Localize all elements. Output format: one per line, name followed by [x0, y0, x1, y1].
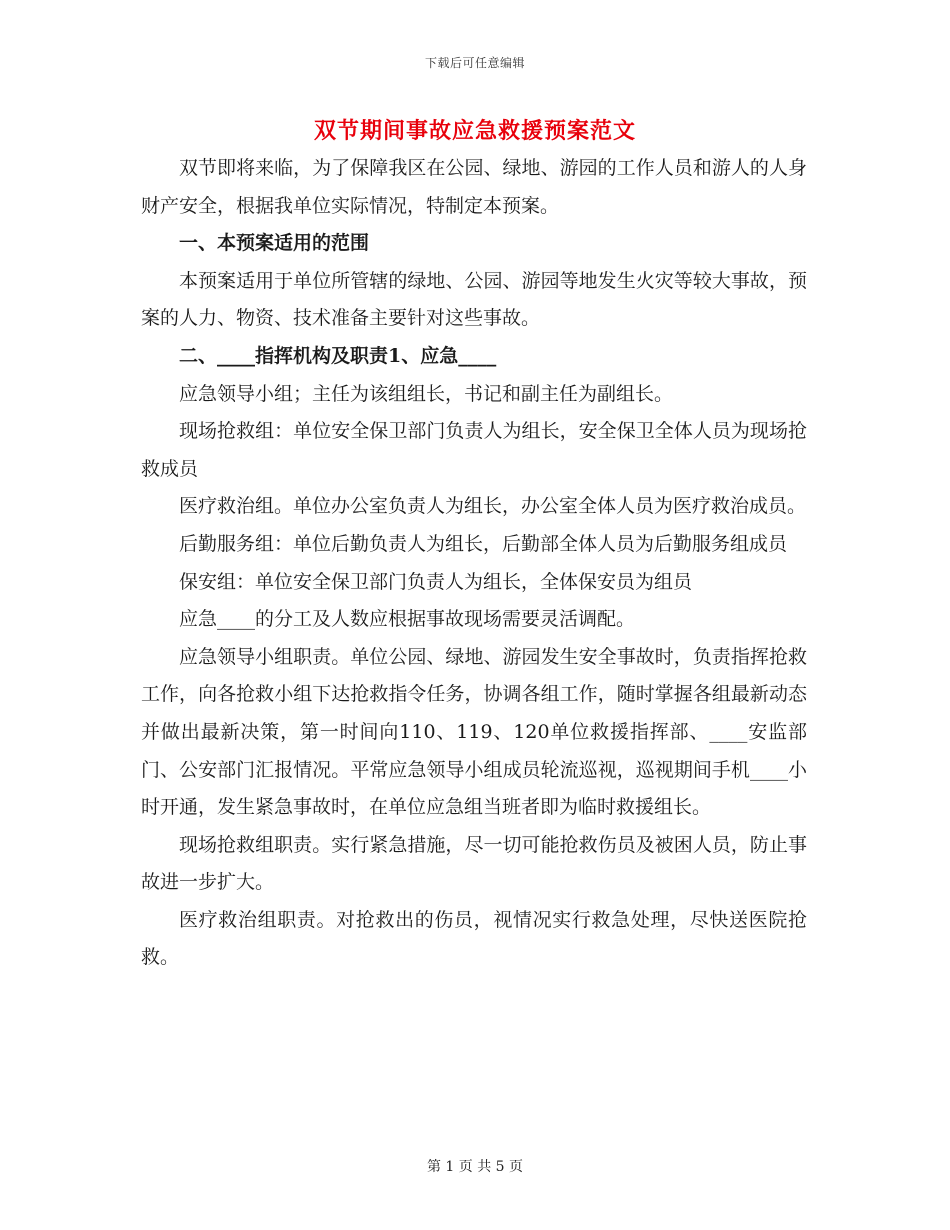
section-heading-scope: 一、本预案适用的范围	[179, 232, 370, 255]
paragraph-medical-duties: 医疗救治组职责。对抢救出的伤员，视情况实行救急处理，尽快送医院抢救。	[141, 908, 807, 969]
page-footer: 第 1 页 共 5 页	[426, 1159, 524, 1175]
paragraph-allocation: 应急____的分工及人数应根据事故现场需要灵活调配。	[179, 608, 636, 631]
paragraph-rescue-group: 现场抢救组：单位安全保卫部门负责人为组长，安全保卫全体人员为现场抢救成员	[141, 420, 807, 480]
document-title: 双节期间事故应急救援预案范文	[313, 118, 636, 144]
paragraph-security-group: 保安组：单位安全保卫部门负责人为组长，全体保安员为组员	[179, 570, 693, 593]
section-heading-organization: 二、____指挥机构及职责1、应急____	[179, 344, 497, 367]
paragraph-medical-group: 医疗救治组。单位办公室负责人为组长，办公室全体人员为医疗救治成员。	[179, 495, 807, 518]
paragraph-scope: 本预案适用于单位所管辖的绿地、公园、游园等地发生火灾等较大事故，预案的人力、物资、技术准备主要针对这些事故。	[141, 269, 807, 330]
paragraph-logistics-group: 后勤服务组：单位后勤负责人为组长，后勤部全体人员为后勤服务组成员	[179, 532, 788, 555]
header-note: 下载后可任意编辑	[424, 56, 525, 70]
paragraph-leadership-duties: 应急领导小组职责。单位公园、绿地、游园发生安全事故时，负责指挥抢救工作，向各抢救小组下达抢救指令任务，协调各组工作，随时掌握各组最新动态并做出最新决策，第一时间向110、119、120单位救援指挥部、____安监部门、公安部门汇报情况。平常应急领导小组成员轮流巡视，巡视期间手机____小时开通，发生紧急事故时，在单位应急组当班者即为临时救援组长。	[141, 645, 807, 819]
paragraph-leadership-group: 应急领导小组；主任为该组组长，书记和副主任为副组长。	[179, 382, 674, 405]
document-body	[141, 150, 807, 977]
paragraph-rescue-duties: 现场抢救组职责。实行紧急措施，尽一切可能抢救伤员及被困人员，防止事故进一步扩大。	[141, 833, 807, 894]
paragraph-intro: 双节即将来临，为了保障我区在公园、绿地、游园的工作人员和游人的人身财产安全，根据我单位实际情况，特制定本预案。	[141, 157, 807, 217]
